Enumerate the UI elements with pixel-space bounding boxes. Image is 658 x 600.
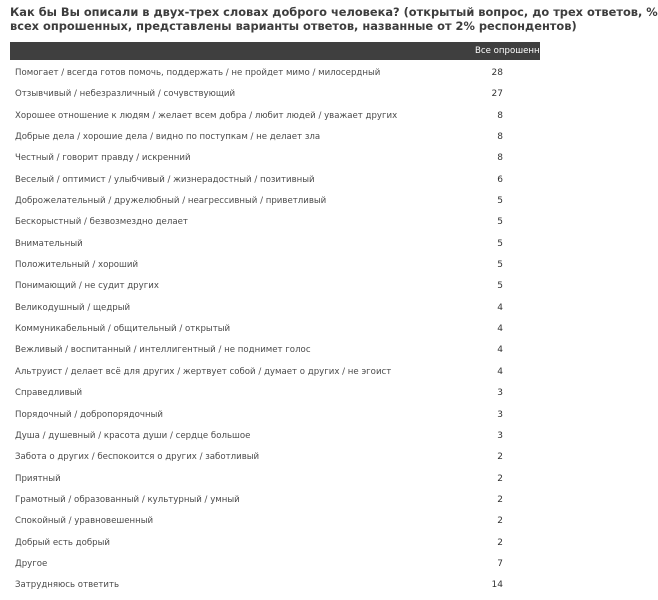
- table-row: [0, 63, 529, 84]
- row-label: Спокойный / уравновешенный: [15, 516, 154, 527]
- row-label: Порядочный / добропорядочный: [15, 409, 163, 420]
- table-row: [0, 127, 529, 148]
- table-row: [0, 340, 529, 361]
- table-row: [0, 84, 529, 105]
- row-label: Хорошее отношение к людям / желает всем добра / любит людей / уважает других: [15, 110, 398, 121]
- row-value: 4: [497, 302, 503, 313]
- table-row: [0, 148, 529, 169]
- row-label: Добрые дела / хорошие дела / видно по поступкам / не делает зла: [15, 132, 321, 143]
- table-row: [0, 106, 529, 127]
- table-row: [0, 298, 529, 319]
- row-value: 2: [497, 516, 503, 527]
- row-value: 2: [497, 473, 503, 484]
- table-row: [0, 554, 529, 575]
- table-row: [0, 447, 529, 468]
- row-label: Отзывчивый / небезразличный / сочувствующий: [15, 89, 236, 100]
- row-label: Доброжелательный / дружелюбный / неагрессивный / приветливый: [15, 196, 327, 207]
- table-row: [0, 405, 529, 426]
- row-label: Помогает / всегда готов помочь, поддержать / не пройдет мимо / милосердный: [15, 68, 381, 78]
- row-value: 8: [497, 153, 503, 164]
- row-value: 4: [497, 324, 503, 335]
- row-value: 5: [497, 217, 503, 228]
- row-value: 8: [497, 132, 503, 143]
- row-label: Грамотный / образованный / культурный / умный: [15, 494, 240, 505]
- row-value: 8: [497, 110, 503, 121]
- table-row: [0, 276, 529, 297]
- row-value: 4: [497, 345, 503, 356]
- row-label: Другое: [15, 558, 48, 569]
- table-row: [0, 511, 529, 532]
- table-row: [0, 212, 529, 233]
- row-value: 14: [491, 580, 503, 591]
- title-line-1: Как бы Вы описали в двух-трех словах доброго человека? (открытый вопрос, до трех ответов, %: [10, 5, 658, 19]
- row-value: 6: [497, 174, 503, 185]
- row-label: Внимательный: [15, 238, 83, 249]
- row-label: Великодушный / щедрый: [15, 302, 131, 313]
- row-label: Вежливый / воспитанный / интеллигентный / не поднимет голос: [15, 345, 311, 356]
- results-table: [0, 63, 529, 597]
- page-title: [10, 5, 658, 33]
- table-row: [0, 469, 529, 490]
- row-label: Честный / говорит правду / искренний: [15, 153, 191, 164]
- row-label: Бескорыстный / безвозмездно делает: [15, 217, 188, 228]
- row-label: Добрый есть добрый: [15, 537, 110, 548]
- table-row: [0, 255, 529, 276]
- row-label: Душа / душевный / красота души / сердце большое: [15, 430, 251, 441]
- title-line-2: всех опрошенных, представлены варианты ответов, названные от 2% респондентов): [10, 19, 577, 33]
- table-row: [0, 234, 529, 255]
- row-value: 5: [497, 238, 503, 249]
- row-label: Затрудняюсь ответить: [15, 580, 120, 591]
- row-label: Понимающий / не судит других: [15, 281, 159, 292]
- row-value: 27: [491, 89, 503, 100]
- row-label: Альтруист / делает всё для других / жертвует собой / думает о других / не эгоист: [15, 366, 392, 377]
- row-label: Веселый / оптимист / улыбчивый / жизнерадостный / позитивный: [15, 174, 315, 185]
- row-label: Приятный: [15, 473, 61, 484]
- row-value: 5: [497, 281, 503, 292]
- table-row: [0, 533, 529, 554]
- table-row: [0, 575, 529, 596]
- row-value: 3: [497, 409, 503, 420]
- table-row: [0, 426, 529, 447]
- row-value: 5: [497, 196, 503, 207]
- column-header-all-respondents: Все опрошенные: [475, 46, 552, 56]
- row-label: Коммуникабельный / общительный / открытый: [15, 324, 231, 335]
- table-row: [0, 383, 529, 404]
- row-value: 3: [497, 388, 503, 399]
- table-header: [10, 42, 552, 60]
- row-label: Справедливый: [15, 388, 83, 399]
- row-value: 2: [497, 494, 503, 505]
- row-value: 28: [491, 68, 503, 78]
- row-value: 5: [497, 260, 503, 271]
- row-value: 3: [497, 430, 503, 441]
- table-row: [0, 319, 529, 340]
- table-row: [0, 170, 529, 191]
- table-row: [0, 490, 529, 511]
- row-value: 7: [497, 558, 503, 569]
- table-row: [0, 191, 529, 212]
- row-value: 2: [497, 537, 503, 548]
- row-label: Забота о других / беспокоится о других / заботливый: [15, 452, 260, 463]
- row-value: 4: [497, 366, 503, 377]
- row-value: 2: [497, 452, 503, 463]
- row-label: Положительный / хороший: [15, 260, 139, 271]
- table-row: [0, 362, 529, 383]
